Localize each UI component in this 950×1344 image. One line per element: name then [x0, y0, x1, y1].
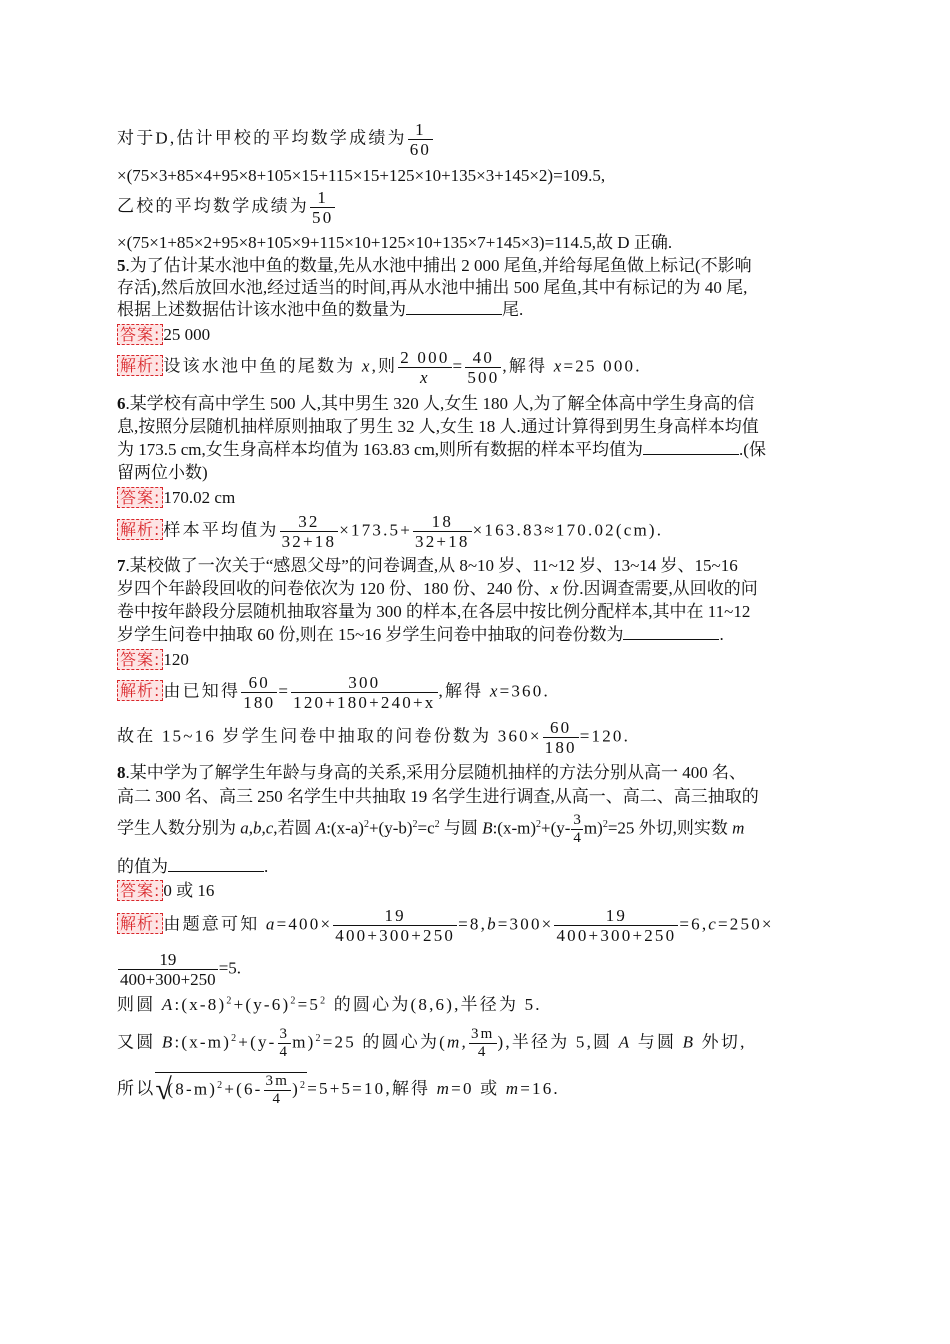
fraction-19: $\frac{19}{400+300+250}$ — [120, 950, 216, 989]
answer-blank — [643, 440, 739, 455]
q7-answer: 答案: 120 — [117, 649, 189, 670]
part-d-line-3: 乙校的平均数学成绩为 $\frac{1}{50}$ — [117, 188, 334, 227]
q8-line-1: 8.某中学为了解学生年龄与身高的关系,采用分层随机抽样的方法分别从高一 400 名、 — [117, 763, 746, 782]
q6-answer: 答案: 170.02 cm — [117, 487, 235, 508]
q8-line-3: 学生人数分别为 a,b,c,若圆 $A:(x-a)^2+(y-b)^2=c^2$ 与圆 $B:(x-m)^2+(y-$ $\frac{3}{4}$ m)$^2$=25 外切,则实数 m — [117, 812, 745, 846]
fraction-19: $\frac{19}{400+300+250}$ — [335, 906, 456, 945]
q8-line-2: 高二 300 名、高三 250 名学生中共抽取 19 名学生进行调查,从高一、高二、高三抽取的 — [117, 787, 759, 806]
q7-solution-2: 故在 15~16 岁学生问卷中抽取的问卷份数为 360× $\frac{60}{180}$ =120. — [117, 718, 631, 757]
analysis-tag: 解析: — [117, 355, 163, 376]
fraction-2000-x: $\frac{2 000}{x}$ — [400, 348, 450, 387]
q7-line-1: 7.某校做了一次关于“感恩父母”的问卷调查,从 8~10 岁、11~12 岁、13~14 岁、15~16 — [117, 556, 738, 575]
q8-solution-2: $\frac{19}{400+300+250}$ =5. — [120, 950, 242, 989]
fraction-3-4: $\frac{3}{4}$ — [573, 812, 581, 846]
q7-line-4: 岁学生问卷中抽取 60 份,则在 15~16 岁学生问卷中抽取的问卷份数为 . — [117, 625, 724, 644]
fraction-3m-4: $\frac{3m}{4}$ — [470, 1026, 495, 1060]
answer-tag: 答案: — [117, 324, 163, 345]
q5-line-1: 5.为了估计某水池中鱼的数量,先从水池中捕出 2 000 尾鱼,并给每尾鱼做上标记(不影响 — [117, 256, 752, 275]
q7-line-3: 卷中按年龄段分层随机抽取容量为 300 的样本,在各层中按比例分配样本,其中在 11~12 — [117, 602, 751, 621]
q8-answer: 答案: 0 或 16 — [117, 880, 214, 901]
q5-line-3: 根据上述数据估计该水池中鱼的数量为 尾. — [117, 300, 524, 319]
q5-line-2: 存活),然后放回水池,经过适当的时间,再从水池中捕出 500 尾鱼,其中有标记的为 40 尾, — [117, 278, 748, 297]
fraction-40-500: $\frac{40}{500}$ — [467, 348, 500, 387]
q6-line-2: 息,按照分层随机抽样原则抽取了男生 32 人,女生 18 人.通过计算得到男生身高样本均值 — [117, 417, 759, 436]
square-root: √ $(8-m)^2+(6-$ $\frac{3m}{4}$ )$^2$ — [155, 1073, 308, 1107]
fraction-32: $\frac{32}{32+18}$ — [281, 512, 337, 551]
part-d-line-1: 对于D,估计甲校的平均数学成绩为 $\frac{1}{60}$ — [117, 120, 432, 159]
part-d-line-2: ×(75×3+85×4+95×8+105×15+115×15+125×10+135×3+145×2)=109.5, — [117, 166, 606, 185]
q6-line-3: 为 173.5 cm,女生身高样本均值为 163.83 cm,则所有数据的样本平均值为 .(保 — [117, 440, 766, 459]
q6-solution: 解析: 样本平均值为 $\frac{32}{32+18}$ ×173.5+ $\frac{18}{32+18}$ ×163.83≈170.02(cm). — [117, 512, 663, 551]
q5-solution: 解析: 设该水池中鱼的尾数为 x,则 $\frac{2 000}{x}$ = $\frac{40}{500}$ ,解得 x=25 000. — [117, 348, 642, 387]
q5-answer: 答案: 25 000 — [117, 324, 210, 345]
fraction-1-50: $\frac{1}{50}$ — [312, 188, 334, 227]
answer-tag: 答案: — [117, 487, 163, 508]
radical-sign-icon: √ — [155, 1073, 175, 1106]
q6-line-1: 6.某学校有高中学生 500 人,其中男生 320 人,女生 180 人,为了解全体高中学生身高的信 — [117, 394, 755, 413]
analysis-tag: 解析: — [117, 913, 163, 934]
answer-blank — [623, 625, 719, 640]
analysis-tag: 解析: — [117, 680, 163, 701]
q8-solution-1: 解析: 由题意可知 a=400× $\frac{19}{400+300+250}$ =8,b=300× $\frac{19}{400+300+250}$ =6,c=250× — [117, 906, 774, 945]
q8-solution-5: 所以 √ $(8-m)^2+(6-$ $\frac{3m}{4}$ )$^2$=5+5=10,解得 m=0 或 m=16. — [117, 1073, 560, 1107]
q8-solution-4: 又圆 $B:(x-m)^2+(y-$ $\frac{3}{4}$ m)$^2$=25 的圆心为(m, $\frac{3m}{4}$ ),半径为 5,圆 A 与圆 B 外切, — [117, 1026, 747, 1060]
fraction-60-180: $\frac{60}{180}$ — [243, 673, 276, 712]
answer-blank — [168, 857, 264, 872]
answer-tag: 答案: — [117, 880, 163, 901]
answer-blank — [406, 300, 502, 315]
fraction-18: $\frac{18}{32+18}$ — [415, 512, 470, 551]
q7-line-2: 岁四个年龄段回收的问卷依次为 120 份、180 份、240 份、x 份.因调查需要,从回收的问 — [117, 579, 758, 598]
q7-solution-1: 解析: 由已知得 $\frac{60}{180}$ = $\frac{300}{120+180+240+x}$ ,解得 x=360. — [117, 673, 550, 712]
analysis-tag: 解析: — [117, 519, 163, 540]
fraction-19: $\frac{19}{400+300+250}$ — [556, 906, 677, 945]
q8-solution-3: 则圆 $A:(x-8)^2+(y-6)^2=5^2$ 的圆心为(8,6),半径为 5. — [117, 995, 542, 1014]
q8-line-4: 的值为 . — [117, 857, 269, 876]
fraction-3-4: $\frac{3}{4}$ — [279, 1026, 290, 1060]
fraction-60-180: $\frac{60}{180}$ — [544, 718, 577, 757]
answer-tag: 答案: — [117, 649, 163, 670]
part-d-line-4: ×(75×1+85×2+95×8+105×9+115×10+125×10+135×7+145×3)=114.5,故 D 正确. — [117, 233, 673, 252]
fraction-300: $\frac{300}{120+180+240+x}$ — [293, 673, 436, 712]
fraction-1-60: $\frac{1}{60}$ — [409, 120, 432, 159]
q6-line-4: 留两位小数) — [117, 463, 208, 482]
fraction-3m-4: $\frac{3m}{4}$ — [265, 1073, 290, 1107]
